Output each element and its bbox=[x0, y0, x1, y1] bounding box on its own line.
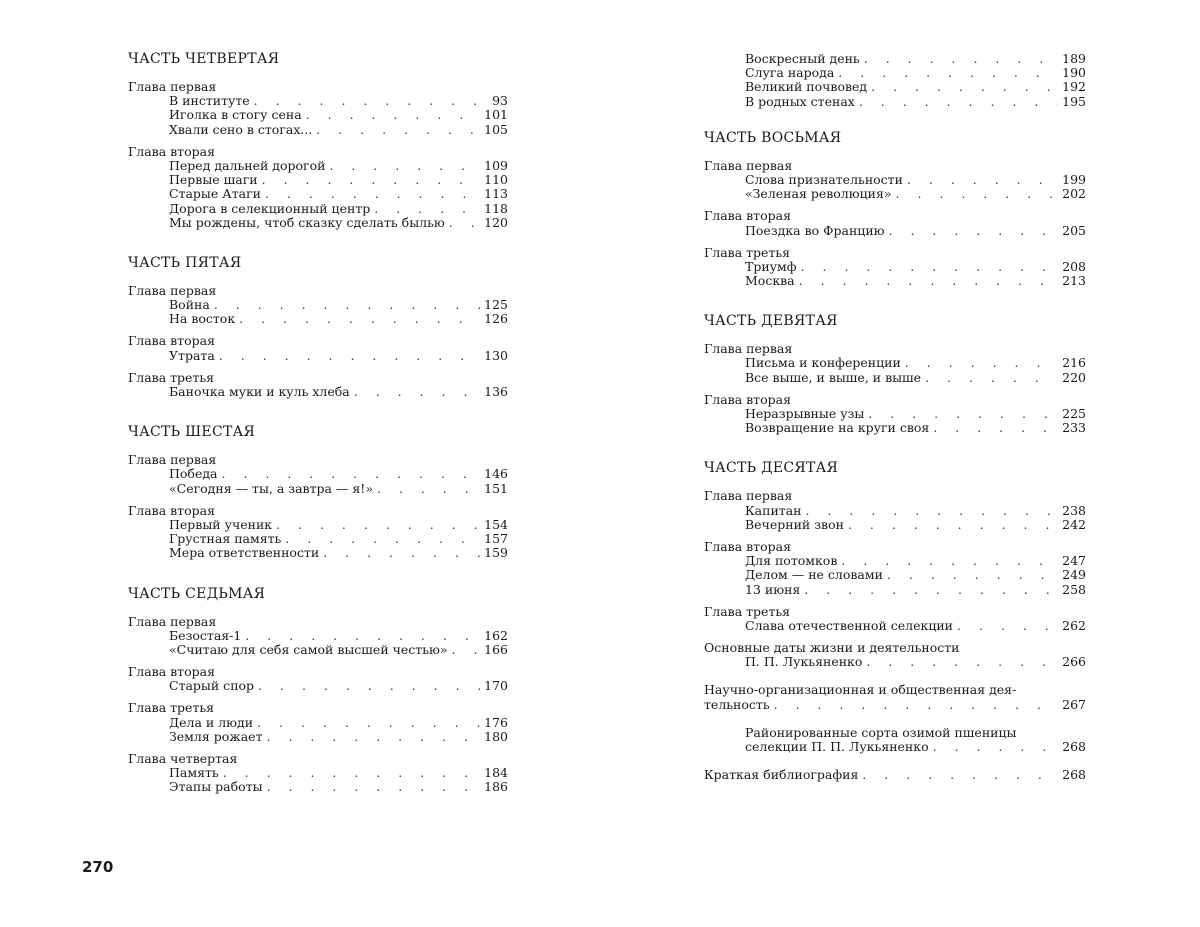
leader-dots bbox=[862, 768, 1058, 782]
leader-dots bbox=[214, 298, 480, 312]
entry-page: 110 bbox=[484, 172, 508, 188]
entry-title: Память bbox=[169, 765, 219, 781]
leader-dots bbox=[377, 482, 480, 496]
leader-dots bbox=[449, 216, 480, 230]
entry-title: Возвращение на круги своя bbox=[745, 420, 930, 436]
leader-dots bbox=[774, 698, 1059, 712]
toc-entry bbox=[128, 123, 508, 137]
entry-page: 101 bbox=[484, 107, 508, 123]
leader-dots bbox=[933, 421, 1058, 435]
leader-dots bbox=[866, 655, 1058, 669]
entry-title: Мера ответственности bbox=[169, 545, 320, 561]
entry-page: 242 bbox=[1062, 516, 1086, 532]
entry-page: 109 bbox=[484, 157, 508, 173]
entry-page: 247 bbox=[1062, 553, 1086, 569]
leader-dots bbox=[905, 356, 1058, 370]
toc-entry bbox=[128, 482, 508, 496]
entry-page: 184 bbox=[484, 765, 508, 781]
entry-page: 120 bbox=[484, 214, 508, 230]
toc-entry-bibliography bbox=[704, 768, 1086, 782]
toc-entry bbox=[704, 66, 1086, 80]
chapter-title: Глава вторая bbox=[704, 391, 791, 407]
entry-title: Этапы работы bbox=[169, 779, 263, 795]
chapter bbox=[128, 665, 508, 693]
leader-dots bbox=[267, 730, 481, 744]
chapter-title: Глава первая bbox=[704, 157, 793, 173]
entry-page: 249 bbox=[1062, 567, 1086, 583]
toc-entry bbox=[704, 173, 1086, 187]
entry-title: Слава отечественной селекции bbox=[745, 617, 954, 633]
entry-page: 220 bbox=[1062, 369, 1086, 385]
leader-dots bbox=[887, 568, 1058, 582]
entry-title: «Считаю для себя самой высшей честью» bbox=[169, 641, 448, 657]
toc-entry bbox=[704, 583, 1086, 597]
entry-page: 125 bbox=[484, 297, 508, 313]
entry-page: 216 bbox=[1062, 355, 1086, 371]
chapter-title: Глава вторая bbox=[128, 502, 215, 518]
chapter bbox=[704, 605, 1086, 633]
toc-entry bbox=[704, 95, 1086, 109]
chapter-title: Глава вторая bbox=[128, 664, 215, 680]
chapter-title: Глава вторая bbox=[704, 208, 791, 224]
entry-title: Победа bbox=[169, 466, 218, 482]
chapter bbox=[704, 209, 1086, 237]
chapter bbox=[704, 159, 1086, 202]
entry-page: 118 bbox=[484, 200, 508, 216]
toc-entry bbox=[704, 407, 1086, 421]
chapter bbox=[704, 393, 1086, 436]
toc-entry bbox=[704, 518, 1086, 532]
chapter-title: Глава первая bbox=[128, 79, 217, 94]
leader-dots bbox=[838, 66, 1058, 80]
toc-entry bbox=[704, 371, 1086, 385]
toc-entry bbox=[128, 216, 508, 230]
entry-page: 113 bbox=[484, 186, 508, 202]
toc-entry bbox=[128, 159, 508, 173]
appendix-dates bbox=[704, 641, 1086, 669]
leader-dots bbox=[245, 629, 480, 643]
chapter bbox=[128, 504, 508, 561]
chapter bbox=[128, 371, 508, 399]
entry-title: Хвали сено в стогах... bbox=[169, 121, 313, 137]
leader-dots bbox=[907, 173, 1058, 187]
part-title: ЧАСТЬ ДЕВЯТАЯ bbox=[704, 313, 838, 330]
chapter bbox=[128, 284, 508, 327]
toc-entry bbox=[128, 643, 508, 657]
leader-dots bbox=[257, 716, 480, 730]
toc-entry bbox=[128, 546, 508, 560]
entry-title: Все выше, и выше, и выше bbox=[745, 369, 922, 385]
entry-page: 151 bbox=[484, 480, 508, 496]
entry-title: Воскресный день bbox=[745, 51, 860, 66]
toc-entry bbox=[128, 467, 508, 481]
entry-page: 189 bbox=[1062, 51, 1086, 66]
leader-dots bbox=[285, 532, 480, 546]
chapter-title: Глава первая bbox=[704, 341, 793, 357]
entry-title: Перед дальней дорогой bbox=[169, 157, 326, 173]
leader-dots bbox=[889, 224, 1059, 238]
entry-title: «Сегодня — ты, а завтра — я!» bbox=[169, 480, 373, 496]
entry-page: 180 bbox=[484, 728, 508, 744]
chapter-title: Глава первая bbox=[128, 452, 217, 468]
leader-dots bbox=[323, 546, 480, 560]
leader-dots bbox=[804, 583, 1058, 597]
entry-page: 93 bbox=[492, 93, 508, 109]
chapter-continued bbox=[704, 52, 1086, 109]
entry-page: 208 bbox=[1062, 258, 1086, 274]
part-title: ЧАСТЬ ВОСЬМАЯ bbox=[704, 129, 842, 146]
toc-entry bbox=[704, 421, 1086, 435]
part-title: ЧАСТЬ ЧЕТВЕРТАЯ bbox=[128, 51, 280, 67]
leader-dots bbox=[306, 108, 480, 122]
entry-page: 213 bbox=[1062, 273, 1086, 289]
leader-dots bbox=[354, 385, 480, 399]
chapter bbox=[704, 246, 1086, 289]
leader-dots bbox=[925, 371, 1058, 385]
entry-title: селекции П. П. Лукьяненко bbox=[745, 739, 929, 754]
entry-title: Делом — не словами bbox=[745, 567, 883, 583]
toc-entry bbox=[704, 224, 1086, 238]
left-page-contents bbox=[128, 50, 508, 795]
chapter-title: Глава третья bbox=[128, 700, 215, 716]
leader-dots bbox=[276, 518, 480, 532]
toc-entry bbox=[128, 730, 508, 744]
chapter-title: Глава вторая bbox=[128, 333, 215, 349]
toc-entry bbox=[704, 554, 1086, 568]
entry-title: Грустная память bbox=[169, 531, 282, 547]
leader-dots bbox=[262, 173, 481, 187]
entry-title: Старые Атаги bbox=[169, 186, 261, 202]
part-title: ЧАСТЬ ДЕСЯТАЯ bbox=[704, 460, 839, 477]
entry-page: 130 bbox=[484, 347, 508, 363]
entry-page: 192 bbox=[1062, 79, 1086, 95]
entry-page: 159 bbox=[484, 545, 508, 561]
toc-entry bbox=[704, 698, 1086, 712]
entry-page: 195 bbox=[1062, 93, 1086, 109]
entry-page: 199 bbox=[1062, 171, 1086, 187]
entry-title: В институте bbox=[169, 93, 250, 109]
leader-dots bbox=[219, 349, 480, 363]
toc-entry bbox=[745, 740, 1086, 754]
entry-page: 126 bbox=[484, 311, 508, 327]
toc-entry bbox=[128, 349, 508, 363]
entry-title: Поездка во Францию bbox=[745, 222, 885, 238]
appendix-line: Районированные сорта озимой пшеницы bbox=[745, 724, 1017, 740]
entry-title: Безостая-1 bbox=[169, 627, 242, 643]
chapter-title: Глава третья bbox=[128, 369, 215, 385]
chapter bbox=[128, 615, 508, 658]
chapter bbox=[128, 752, 508, 795]
entry-page: 136 bbox=[484, 384, 508, 399]
entry-title: Для потомков bbox=[745, 553, 838, 569]
leader-dots bbox=[254, 94, 482, 108]
chapter bbox=[704, 540, 1086, 597]
leader-dots bbox=[841, 554, 1058, 568]
entry-page: 166 bbox=[484, 641, 508, 657]
leader-dots bbox=[258, 679, 480, 693]
leader-dots bbox=[799, 274, 1059, 288]
right-page-contents bbox=[704, 52, 1086, 782]
entry-page: 268 bbox=[1062, 739, 1086, 754]
toc-entry bbox=[128, 385, 508, 399]
toc-entry bbox=[128, 202, 508, 216]
toc-entry bbox=[128, 187, 508, 201]
entry-title: Дела и люди bbox=[169, 714, 254, 730]
entry-title: Первый ученик bbox=[169, 516, 273, 532]
leader-dots bbox=[801, 260, 1059, 274]
toc-entry bbox=[128, 518, 508, 532]
toc-entry bbox=[128, 173, 508, 187]
entry-page: 170 bbox=[484, 678, 508, 694]
entry-page: 162 bbox=[484, 627, 508, 643]
part-title: ЧАСТЬ СЕДЬМАЯ bbox=[128, 585, 266, 602]
toc-entry bbox=[128, 780, 508, 794]
entry-title: Вечерний звон bbox=[745, 516, 844, 532]
chapter bbox=[128, 80, 508, 137]
entry-page: 176 bbox=[484, 714, 508, 730]
toc-entry bbox=[704, 52, 1086, 66]
entry-page: 190 bbox=[1062, 65, 1086, 81]
entry-title: Капитан bbox=[745, 502, 802, 518]
appendix-line: Основные даты жизни и деятельности bbox=[704, 640, 960, 656]
leader-dots bbox=[223, 766, 480, 780]
leader-dots bbox=[848, 518, 1058, 532]
leader-dots bbox=[957, 619, 1058, 633]
part-title: ЧАСТЬ ШЕСТАЯ bbox=[128, 424, 256, 441]
leader-dots bbox=[265, 187, 480, 201]
entry-title: Мы рождены, чтоб сказку сделать былью bbox=[169, 214, 445, 230]
leader-dots bbox=[222, 467, 481, 481]
leader-dots bbox=[267, 780, 481, 794]
entry-title: Москва bbox=[745, 273, 795, 289]
leader-dots bbox=[316, 123, 480, 137]
entry-page: 225 bbox=[1062, 406, 1086, 421]
toc-entry bbox=[704, 187, 1086, 201]
entry-title: Первые шаги bbox=[169, 172, 258, 188]
entry-page: 202 bbox=[1062, 186, 1086, 202]
page-number: 270 bbox=[82, 858, 114, 876]
entry-title: Неразрывные узы bbox=[745, 406, 865, 421]
entry-page: 258 bbox=[1062, 581, 1086, 597]
toc-entry bbox=[704, 274, 1086, 288]
toc-entry bbox=[128, 716, 508, 730]
leader-dots bbox=[896, 187, 1059, 201]
toc-entry bbox=[704, 504, 1086, 518]
entry-page: 268 bbox=[1062, 767, 1086, 783]
chapter bbox=[128, 453, 508, 496]
entry-title: Дорога в селекционный центр bbox=[169, 200, 371, 216]
entry-title: Письма и конференции bbox=[745, 355, 901, 371]
toc-entry bbox=[704, 655, 1086, 669]
toc-entry bbox=[128, 766, 508, 780]
appendix-activity bbox=[704, 683, 1086, 711]
entry-title: Земля рожает bbox=[169, 728, 263, 744]
toc-entry bbox=[128, 94, 508, 108]
toc-entry bbox=[704, 619, 1086, 633]
toc-entry bbox=[128, 679, 508, 693]
leader-dots bbox=[859, 95, 1058, 109]
leader-dots bbox=[452, 643, 481, 657]
chapter-title: Глава первая bbox=[704, 488, 793, 504]
chapter bbox=[704, 342, 1086, 385]
toc-entry bbox=[128, 312, 508, 326]
entry-page: 266 bbox=[1062, 654, 1086, 670]
entry-page: 186 bbox=[484, 779, 508, 795]
chapter-title: Глава вторая bbox=[128, 143, 215, 159]
entry-title: тельность bbox=[704, 696, 770, 712]
entry-title: На восток bbox=[169, 311, 236, 327]
toc-entry bbox=[704, 568, 1086, 582]
chapter bbox=[128, 334, 508, 362]
entry-title: Старый спор bbox=[169, 678, 255, 694]
entry-title: Иголка в стогу сена bbox=[169, 107, 302, 123]
entry-page: 267 bbox=[1062, 696, 1086, 712]
toc-entry bbox=[128, 532, 508, 546]
chapter bbox=[128, 145, 508, 230]
entry-title: 13 июня bbox=[745, 581, 801, 597]
entry-title: Краткая библиография bbox=[704, 767, 859, 783]
appendix-varieties bbox=[704, 726, 1086, 754]
entry-title: Слова признательности bbox=[745, 171, 903, 187]
entry-page: 105 bbox=[484, 121, 508, 137]
toc-entry bbox=[128, 298, 508, 312]
chapter bbox=[704, 489, 1086, 532]
part-title: ЧАСТЬ ПЯТАЯ bbox=[128, 254, 242, 271]
entry-title: «Зеленая революция» bbox=[745, 186, 892, 202]
toc-entry bbox=[128, 629, 508, 643]
chapter-title: Глава первая bbox=[128, 282, 217, 298]
chapter-title: Глава четвертая bbox=[128, 751, 238, 766]
entry-page: 154 bbox=[484, 516, 508, 532]
entry-title: Утрата bbox=[169, 347, 215, 363]
leader-dots bbox=[868, 407, 1058, 421]
entry-page: 233 bbox=[1062, 420, 1086, 436]
toc-entry bbox=[128, 108, 508, 122]
chapter bbox=[128, 701, 508, 744]
entry-title: Триумф bbox=[745, 258, 797, 274]
leader-dots bbox=[933, 740, 1059, 754]
chapter-title: Глава третья bbox=[704, 603, 791, 619]
leader-dots bbox=[374, 202, 480, 216]
entry-page: 157 bbox=[484, 531, 508, 547]
entry-title: Слуга народа bbox=[745, 65, 835, 81]
entry-title: П. П. Лукьяненко bbox=[745, 654, 863, 670]
entry-title: Война bbox=[169, 297, 210, 313]
leader-dots bbox=[329, 159, 480, 173]
entry-title: Великий почвовед bbox=[745, 79, 868, 95]
chapter-title: Глава вторая bbox=[704, 538, 791, 554]
entry-page: 205 bbox=[1062, 222, 1086, 238]
toc-entry bbox=[704, 356, 1086, 370]
entry-page: 146 bbox=[484, 466, 508, 482]
chapter-title: Глава первая bbox=[128, 613, 217, 629]
toc-entry bbox=[704, 80, 1086, 94]
entry-page: 238 bbox=[1062, 502, 1086, 518]
entry-title: Баночка муки и куль хлеба bbox=[169, 384, 350, 399]
leader-dots bbox=[871, 80, 1058, 94]
appendix-line: Научно-организационная и общественная дея- bbox=[704, 682, 1017, 698]
entry-page: 262 bbox=[1062, 617, 1086, 633]
leader-dots bbox=[864, 52, 1058, 66]
toc-entry bbox=[704, 260, 1086, 274]
leader-dots bbox=[239, 312, 480, 326]
chapter-title: Глава третья bbox=[704, 244, 791, 260]
leader-dots bbox=[806, 504, 1059, 518]
entry-title: В родных стенах bbox=[745, 93, 855, 109]
